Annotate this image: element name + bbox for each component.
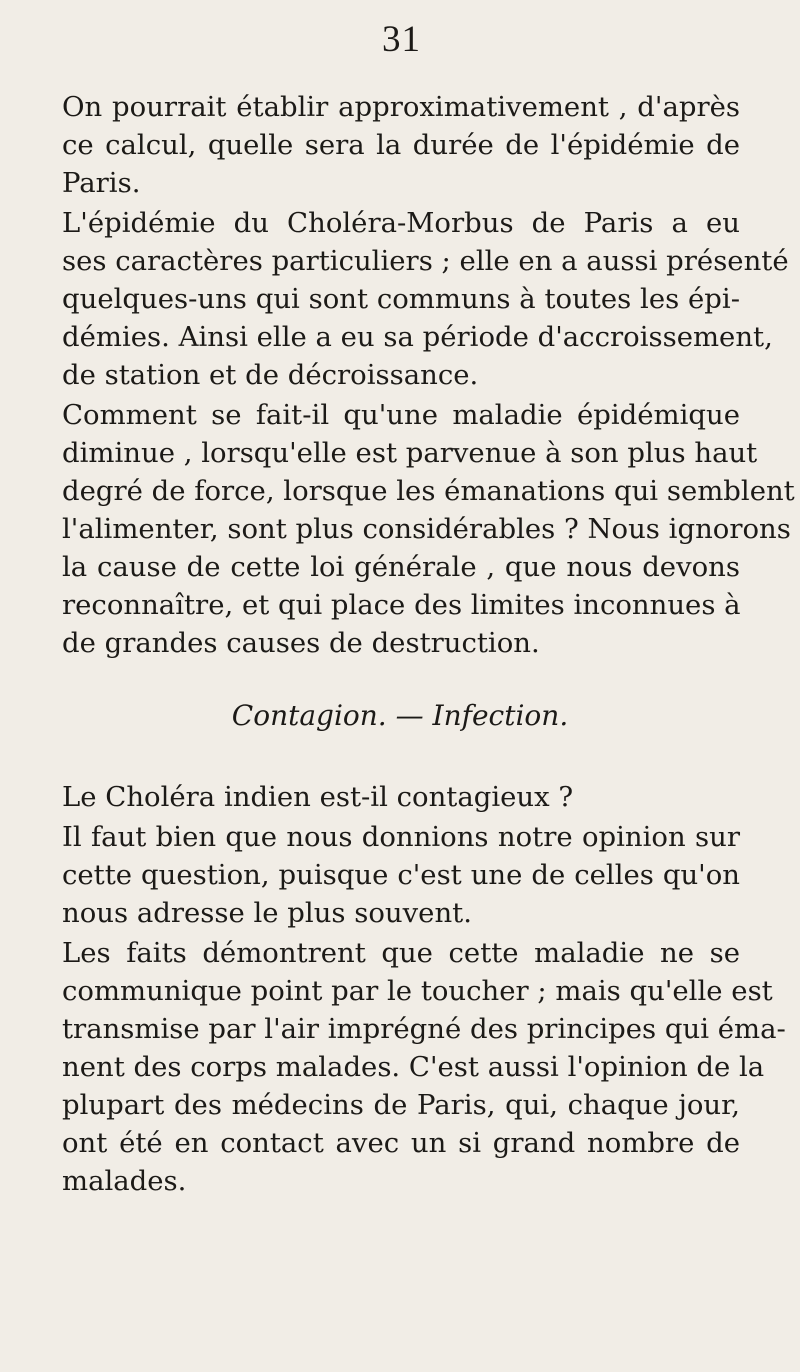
text-line: On pourrait établir approximativement , d'après	[62, 91, 740, 123]
text-line: nous adresse le plus souvent.	[62, 897, 472, 929]
text-line: nent des corps malades. C'est aussi l'opinion de la	[62, 1051, 765, 1083]
text-line: transmise par l'air imprégné des principes qui éma-	[62, 1013, 786, 1045]
text-line: plupart des médecins de Paris, qui, chaque jour,	[62, 1089, 740, 1121]
text-line: quelques-uns qui sont communs à toutes les épi-	[62, 283, 740, 315]
text-line: Paris.	[62, 167, 141, 199]
text-line: Les faits démontrent que cette maladie ne se	[62, 937, 740, 969]
text-line: démies. Ainsi elle a eu sa période d'accroissement,	[62, 321, 773, 353]
text-line: ses caractères particuliers ; elle en a aussi présenté	[62, 245, 789, 277]
text-line: malades.	[62, 1165, 187, 1197]
text-line: ce calcul, quelle sera la durée de l'épidémie de	[62, 129, 740, 161]
text-line: ont été en contact avec un si grand nombre de	[62, 1127, 740, 1159]
text-line: la cause de cette loi générale , que nous devons	[62, 551, 740, 583]
text-line: l'alimenter, sont plus considérables ? Nous ignorons	[62, 513, 791, 545]
page-number: 31	[382, 19, 421, 60]
text-line: cette question, puisque c'est une de celles qu'on	[62, 859, 740, 891]
text-line: L'épidémie du Choléra-Morbus de Paris a eu	[62, 207, 740, 239]
text-line: communique point par le toucher ; mais qu'elle est	[62, 975, 773, 1007]
text-line: Le Choléra indien est-il contagieux ?	[62, 781, 574, 813]
text-line: de grandes causes de destruction.	[62, 627, 540, 659]
text-line: Comment se fait-il qu'une maladie épidémique	[62, 399, 740, 431]
text-line: de station et de décroissance.	[62, 359, 479, 391]
text-line: Il faut bien que nous donnions notre opinion sur	[62, 821, 740, 853]
text-line: reconnaître, et qui place des limites inconnues à	[62, 589, 741, 621]
text-line: diminue , lorsqu'elle est parvenue à son plus haut	[62, 437, 758, 469]
text-line: degré de force, lorsque les émanations qui semblent	[62, 475, 795, 507]
section-heading: Contagion. — Infection.	[231, 699, 569, 732]
